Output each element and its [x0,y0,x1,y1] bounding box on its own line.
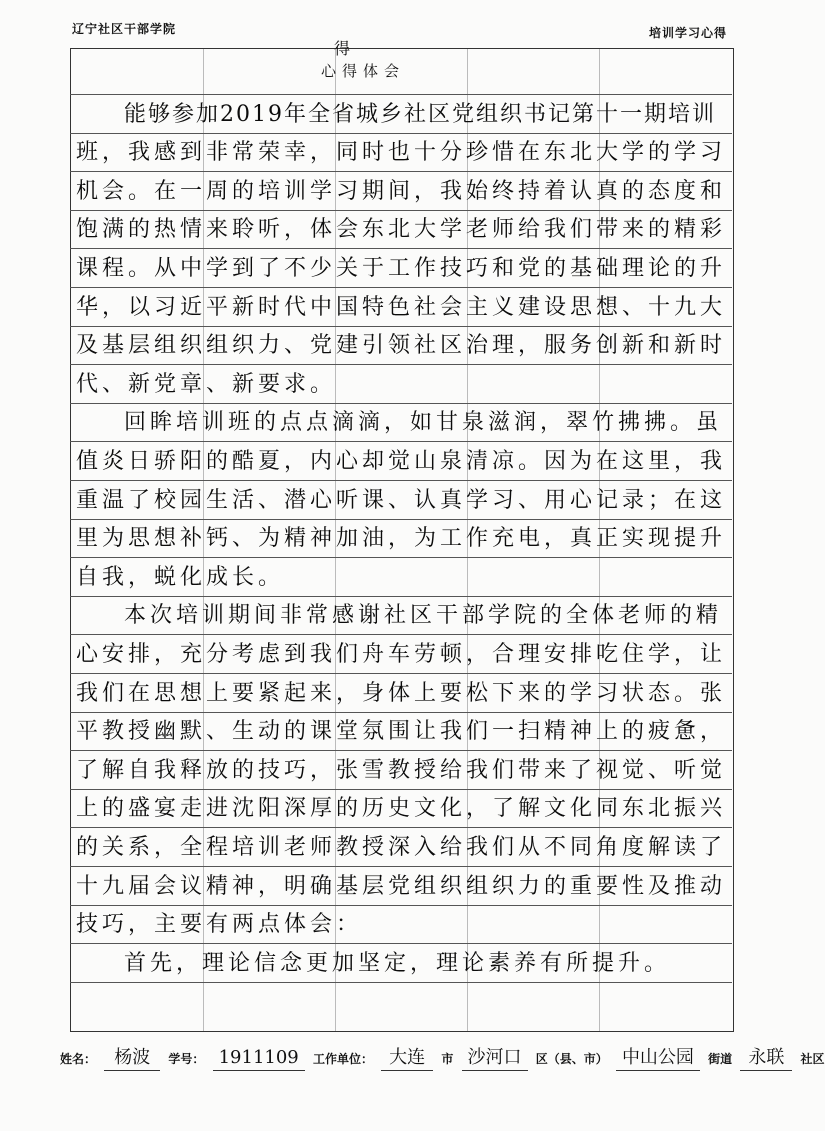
ruled-line [70,712,732,713]
handwritten-line: 班，我感到非常荣幸，同时也十分珍惜在东北大学的学习 [76,140,727,165]
ruled-line [70,248,732,249]
ruled-line [70,789,732,790]
handwritten-line: 能够参加2019年全省城乡社区党组织书记第十一期培训 [124,102,716,127]
handwritten-line: 的关系，全程培训老师教授深入给我们从不同角度解读了 [76,835,727,860]
ruled-line [70,441,732,442]
handwritten-line: 重温了校园生活、潜心听课、认真学习、用心记录；在这 [76,488,727,513]
ruled-line [70,133,732,134]
city-value: 大连 [381,1046,433,1071]
name-label: 姓名： [60,1051,97,1066]
handwritten-line: 回眸培训班的点点滴滴，如甘泉滋润，翠竹拂拂。虽 [124,410,723,435]
student-id-value: 1911109 [213,1046,305,1071]
name-value: 杨波 [104,1046,160,1071]
document-title: 心得体会 [320,62,405,80]
handwritten-line: 十九届会议精神，明确基层党组织组织力的重要性及推动 [76,874,727,899]
handwritten-line: 自我，蜕化成长。 [76,565,285,590]
handwritten-line: 心安排，充分考虑到我们舟车劳顿，合理安排吃住学，让 [76,642,727,667]
ruled-line [70,171,732,172]
handwritten-line: 我们在思想上要紧起来，身体上要松下来的学习状态。张 [76,681,727,706]
ruled-line [70,673,732,674]
ruled-line [70,210,732,211]
ruled-line [70,827,732,828]
ruled-line [70,287,732,288]
handwritten-line: 机会。在一周的培训学习期间，我始终持着认真的态度和 [76,179,727,204]
header-institution: 辽宁社区干部学院 [72,22,177,36]
ruled-line [70,750,732,751]
handwritten-line: 本次培训期间非常感谢社区干部学院的全体老师的精 [124,603,723,628]
handwritten-line: 平教授幽默、生动的课堂氛围让我们一扫精神上的疲惫， [76,719,727,744]
work-unit-label: 工作单位： [312,1051,373,1066]
handwritten-line: 上的盛宴走进沈阳深厚的历史文化，了解文化同东北振兴 [76,796,727,821]
title-overmark: 得 [334,39,351,58]
student-id-label: 学号： [168,1051,205,1066]
street-suffix: 街道 [708,1051,733,1066]
header-doc-type: 培训学习心得 [648,26,727,40]
handwritten-line: 及基层组织组织力、党建引领社区治理，服务创新和新时 [76,333,727,358]
ruled-line [70,519,732,520]
community-suffix: 社区 [800,1051,825,1066]
ruled-line [70,905,732,906]
ruled-line [70,866,732,867]
handwritten-line: 代、新党章、新要求。 [76,372,337,397]
ruled-line [70,596,732,597]
street-value: 中山公园 [616,1046,700,1071]
ruled-line [70,557,732,558]
ruled-line [70,634,732,635]
ruled-line [70,403,732,404]
district-suffix: 区（县、市） [535,1051,608,1066]
handwritten-line: 技巧，主要有两点体会： [76,912,363,937]
ruled-line [70,326,732,327]
handwritten-line: 里为思想补钙、为精神加油，为工作充电，真正实现提升 [76,526,727,551]
community-value: 永联 [740,1046,792,1071]
ruled-line [70,982,732,983]
handwritten-line: 了解自我释放的技巧，张雪教授给我们带来了视觉、听觉 [76,758,727,783]
ruled-line [70,364,732,365]
handwritten-line: 首先，理论信念更加坚定，理论素养有所提升。 [124,951,671,976]
handwritten-line: 值炎日骄阳的酷夏，内心却觉山泉清凉。因为在这里，我 [76,449,727,474]
city-suffix: 市 [441,1051,454,1066]
ruled-line [70,943,732,944]
ruled-line [70,94,732,95]
ruled-line [70,480,732,481]
handwritten-line: 课程。从中学到了不少关于工作技巧和党的基础理论的升 [76,256,727,281]
district-value: 沙河口 [462,1046,528,1071]
handwritten-line: 饱满的热情来聆听，体会东北大学老师给我们带来的精彩 [76,217,727,242]
signature-footer [60,1046,825,1070]
handwritten-line: 华，以习近平新时代中国特色社会主义建设思想、十九大 [76,295,727,320]
